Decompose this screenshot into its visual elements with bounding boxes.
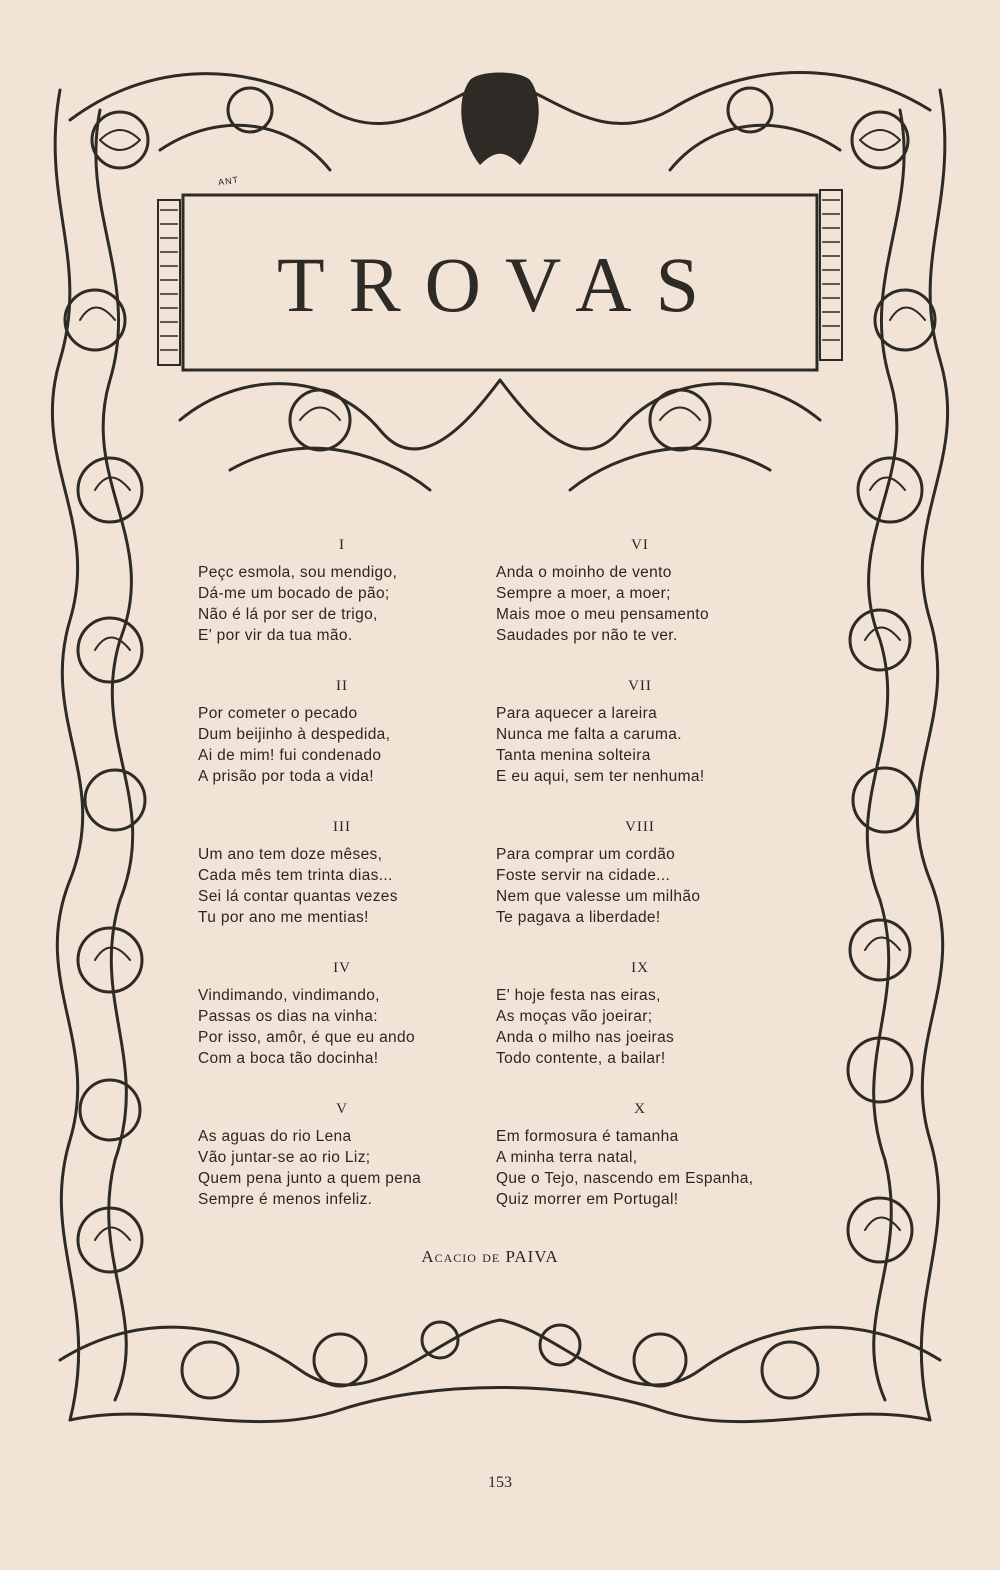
- stanza-numeral: V: [336, 1101, 348, 1117]
- verse-line: Saudades por não te ver.: [496, 627, 678, 644]
- stanza: [496, 1092, 816, 1233]
- verse-line: Foste servir na cidade...: [496, 867, 671, 884]
- stanza-numeral: X: [634, 1101, 646, 1117]
- right-poem-column: [496, 528, 816, 1233]
- verse-line: Todo contente, a bailar!: [496, 1050, 666, 1067]
- verse-line: Vão juntar-se ao rio Liz;: [198, 1149, 371, 1166]
- verse-line: Nem que valesse um milhão: [496, 888, 701, 905]
- verse-line: Por cometer o pecado: [198, 705, 358, 722]
- verse-line: Mais moe o meu pensamento: [496, 606, 709, 623]
- stanza-numeral: IX: [631, 960, 649, 976]
- verse-line: Passas os dias na vinha:: [198, 1008, 378, 1025]
- stanza: [496, 528, 816, 669]
- verse-line: A prisão por toda a vida!: [198, 768, 374, 785]
- left-poem-column: [198, 528, 518, 1233]
- stanza: [198, 810, 518, 951]
- verse-line: Por isso, amôr, é que eu ando: [198, 1029, 415, 1046]
- frame-right-vine: [917, 90, 947, 1420]
- verse-line: Quiz morrer em Portugal!: [496, 1191, 679, 1208]
- verse-line: Para aquecer a lareira: [496, 705, 658, 722]
- author-name: Acacio de PAIVA: [421, 1247, 559, 1266]
- stanza-numeral: VI: [631, 537, 649, 553]
- stanza: [198, 1092, 518, 1233]
- verse-line: Um ano tem doze mêses,: [198, 846, 383, 863]
- verse-line: E' por vir da tua mão.: [198, 627, 353, 644]
- stanza: [496, 810, 816, 951]
- verse-line: Com a boca tão docinha!: [198, 1050, 379, 1067]
- stanza: [198, 669, 518, 810]
- verse-line: Dum beijinho à despedida,: [198, 726, 391, 743]
- stanza: [496, 951, 816, 1092]
- verse-line: Para comprar um cordão: [496, 846, 676, 863]
- verse-line: Quem pena junto a quem pena: [198, 1170, 422, 1187]
- stanza-numeral: I: [339, 537, 345, 553]
- stanza-numeral: VIII: [625, 819, 655, 835]
- verse-line: Sei lá contar quantas vezes: [198, 888, 398, 905]
- verse-line: As moças vão joeirar;: [496, 1008, 653, 1025]
- stanza: [198, 951, 518, 1092]
- verse-line: Tu por ano me mentias!: [198, 909, 369, 926]
- verse-line: Em formosura é tamanha: [496, 1128, 679, 1145]
- verse-line: Anda o moinho de vento: [496, 564, 672, 581]
- page-number: 153: [488, 1474, 512, 1491]
- verse-line: Cada mês tem trinta dias...: [198, 867, 393, 884]
- verse-line: As aguas do rio Lena: [198, 1128, 352, 1145]
- verse-line: Peçc esmola, sou mendigo,: [198, 564, 398, 581]
- stanza: [198, 528, 518, 669]
- verse-line: Nunca me falta a caruma.: [496, 726, 682, 743]
- verse-line: Anda o milho nas joeiras: [496, 1029, 675, 1046]
- verse-line: E eu aqui, sem ter nenhuma!: [496, 768, 705, 785]
- verse-line: Tanta menina solteira: [496, 747, 651, 764]
- verse-line: Que o Tejo, nascendo em Espanha,: [496, 1170, 754, 1187]
- verse-line: Sempre a moer, a moer;: [496, 585, 671, 602]
- verse-line: Não é lá por ser de trigo,: [198, 606, 378, 623]
- stanza: [496, 669, 816, 810]
- top-center-ornament: [461, 73, 538, 166]
- verse-line: Dá-me um bocado de pão;: [198, 585, 390, 602]
- stanza-numeral: III: [333, 819, 351, 835]
- verse-line: Vindimando, vindimando,: [198, 987, 380, 1004]
- page-title: TROVAS: [277, 241, 723, 328]
- frame-mid-scroll: [180, 380, 820, 449]
- verse-line: Sempre é menos infeliz.: [198, 1191, 373, 1208]
- artist-signature: ANT: [217, 174, 240, 188]
- verse-line: Te pagava a liberdade!: [496, 909, 661, 926]
- frame-left-vine: [52, 90, 82, 1420]
- verse-line: A minha terra natal,: [496, 1149, 638, 1166]
- stanza-numeral: IV: [333, 960, 351, 976]
- frame-bottom-scroll: [60, 1320, 940, 1385]
- verse-line: E' hoje festa nas eiras,: [496, 987, 661, 1004]
- verse-line: Ai de mim! fui condenado: [198, 747, 382, 764]
- stanza-numeral: VII: [628, 678, 652, 694]
- stanza-numeral: II: [336, 678, 348, 694]
